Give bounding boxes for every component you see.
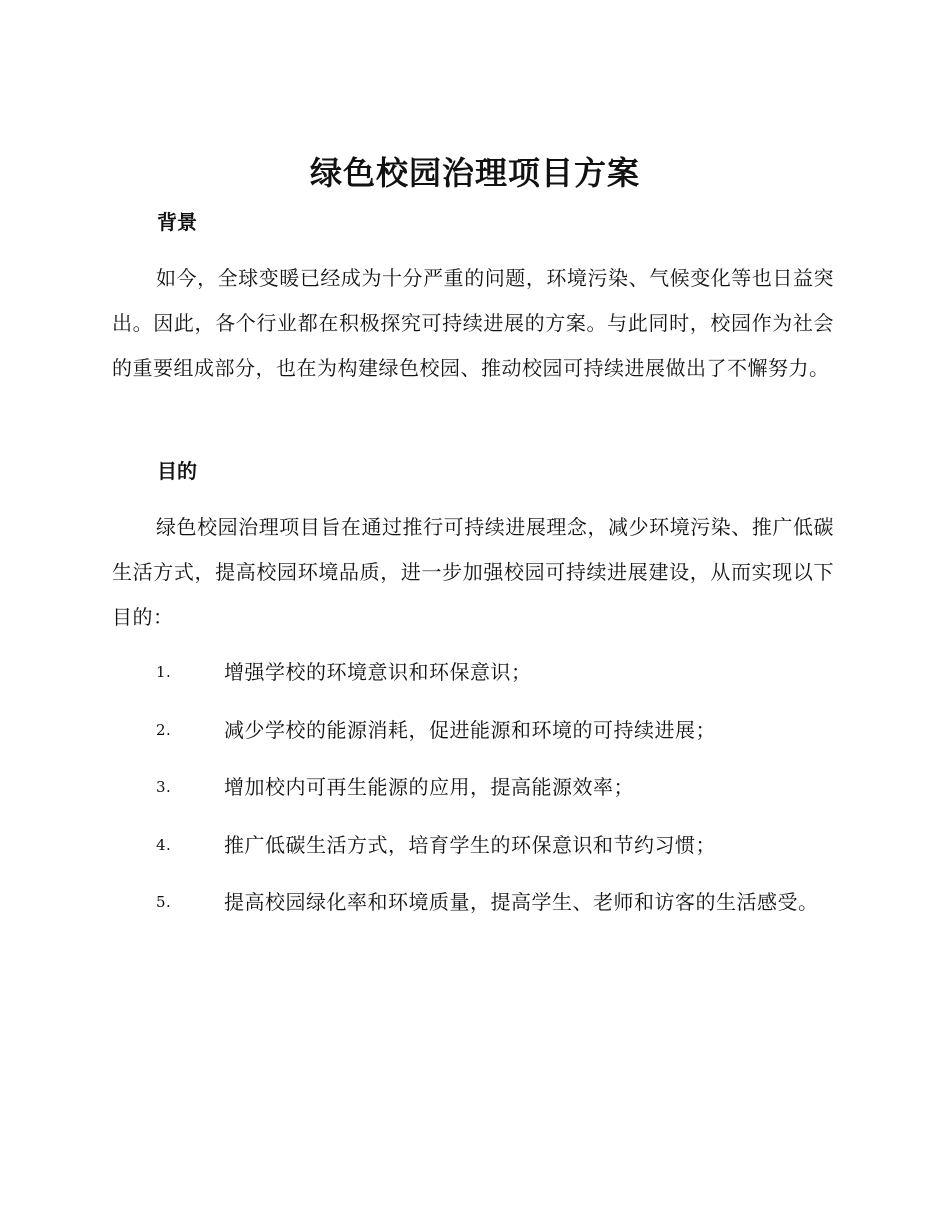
list-item-number: 1. [156,663,172,681]
list-item-number: 4. [156,835,172,854]
list-item [112,708,834,753]
list-item-number: 5. [156,893,172,911]
document-title: 绿色校园治理项目方案 [309,154,640,192]
list-item [112,823,834,868]
list-item [112,650,834,695]
list-item-number: 2. [156,720,172,739]
section-heading-background: 背景 [157,210,197,234]
list-item [112,880,834,925]
list-item [112,765,834,810]
purpose-paragraph: 绿色校园治理项目旨在通过推行可持续进展理念，减少环境污染、推广低碳生活方式，提高校园环境品质，进一步加强校园可持续进展建设，从而实现以下目的： [112,515,834,629]
list-item-text: 推广低碳生活方式，培育学生的环保意识和节约习惯； [224,832,716,857]
list-item-text: 增加校内可再生能源的应用，提高能源效率； [224,775,634,799]
list-item-text: 减少学校的能源消耗，促进能源和环境的可持续进展； [224,717,716,742]
section-heading-purpose: 目的 [157,459,197,483]
list-item-text: 增强学校的环境意识和环保意识； [224,660,532,684]
purpose-list [112,650,834,938]
background-paragraph: 如今，全球变暖已经成为十分严重的问题，环境污染、气候变化等也日益突出。因此，各个行业都在积极探究可持续进展的方案。与此同时，校园作为社会的重要组成部分，也在为构建绿色校园、推动校园可持续进展做出了不懈努力。 [112,266,834,380]
list-item-number: 3. [156,778,172,796]
list-item-text: 提高校园绿化率和环境质量，提高学生、老师和访客的生活感受。 [224,890,819,914]
